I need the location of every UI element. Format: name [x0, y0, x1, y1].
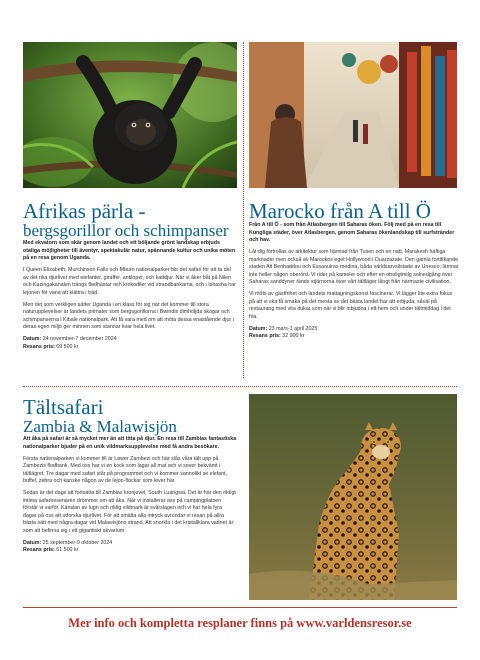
- morocco-date-label: Datum:: [249, 325, 268, 332]
- zambia-date-value: 25 september-9 oktober 2024: [42, 539, 113, 546]
- africa-title-line2: bergsgorillor och schimpanser: [23, 221, 229, 241]
- zambia-paragraph-1: Första nationalparken vi kommer till är Lower Zambezi och här slås våra tält upp på Zambezis flodbank. Med oss har vi en kock som lagar all mat och vi sover bekvämt i tältlägret. Tre dagar med safari står på programmet och vi kommer sannolikt se elefant, buffel, zebra och kanske någon av de lejon-flockar som lever här.: [23, 455, 228, 485]
- africa-body: [23, 240, 237, 351]
- morocco-price-value: 32 900 kr: [282, 333, 305, 340]
- zambia-body: [23, 436, 237, 555]
- zambia-date: [23, 540, 237, 548]
- morocco-date-value: 23 mars-1 april 2025: [268, 325, 318, 332]
- africa-lead: Med ekvatorn som skär genom landet och ett böljande grönt landskap erbjuds otaliga möjligheter till äventyr, spektakulär natur, spännande kultur och unika möten på en resa genom Uganda.: [23, 240, 236, 262]
- morocco-paragraph-1: Låt dig förtrollas av arkitektur som hämtad från Tusen och en natt, Marakesh häftiga marknader men också av Marockos eget Hollywood i Ouarzazate. Den gamla fortifikande staden Ait Benhaddou och Essaouiras medina, båda världsarvslistade av Unesco, lämnar inte heller någon oberörd. Vi rider på kameler och efter en otroligtmilg solnedgång över Saharas sanddyner tänds stjärnorna över vårt tältläger långt från närmaste civilisation.: [249, 249, 459, 286]
- morocco-body: [249, 222, 459, 341]
- zambia-price: [23, 547, 237, 555]
- market-photo: [249, 42, 457, 188]
- morocco-price: [249, 333, 459, 341]
- africa-date-label: Datum:: [23, 336, 42, 343]
- africa-title: [23, 200, 239, 240]
- africa-price-value: 69 500 kr: [56, 343, 79, 350]
- morocco-title: [249, 200, 459, 222]
- leopard-photo: [249, 394, 457, 600]
- zambia-title-line2: Zambia & Malawisjön: [23, 417, 177, 437]
- africa-title-line1: Afrikas pärla -: [23, 199, 146, 223]
- zambia-title-line1: Tältsafari: [23, 395, 104, 419]
- gorilla-photo: [23, 42, 237, 188]
- africa-paragraph-2: Men det som verkligen sätter Uganda i en klass för sig när det kommer till stora naturupplevelser är landets primater som bergsgorillorna i Bwindis dimhöljda skogar och schimpanserna i Kibale nationalpark. Att få vara med om att möta dessa enastående djur i deras egen miljö ger minnen som stannar kvar hela livet.: [23, 301, 234, 331]
- zambia-price-label: Resans pris:: [23, 547, 55, 554]
- africa-date-value: 24 november-7 december 2024: [42, 336, 117, 343]
- morocco-paragraph-2: Vi möts av gästfrihet och landets mattagningskonst fascinerar. Vi lägger lite extra fokus på att vi ska få smaka på det mesta av det bästa landet har att erbjuda, såväl på restaurang med vita dukar som när vi blir inbjudna i ett hem och under tältmiddag i det fria.: [249, 291, 453, 320]
- column-divider-top: [243, 42, 244, 378]
- zambia-price-value: 61 500 kr: [56, 547, 79, 554]
- zambia-title: [23, 396, 239, 436]
- africa-price: [23, 344, 237, 352]
- zambia-date-label: Datum:: [23, 539, 42, 546]
- row-divider: [23, 386, 457, 387]
- morocco-price-label: Resans pris:: [249, 333, 281, 340]
- morocco-title-line1: Marocko från A till Ö: [249, 199, 431, 223]
- africa-price-label: Resans pris:: [23, 343, 55, 350]
- footer-info: Mer info och kompletta resplaner finns på www.varldensresor.se: [68, 616, 412, 630]
- africa-date: [23, 336, 237, 344]
- zambia-lead: Att åka på safari är så mycket mer än att titta på djur. En resa till Zambias fantastiska nationalparker bjuder på en unik vildmarksupplevelse med få andra besökare.: [23, 436, 237, 450]
- footer-rule: [23, 607, 457, 608]
- zambia-paragraph-2: Sedan är det dags att fortsätta till Zambias kronjuvel, South Luangwa. Det är här den riktigt intima safariresenären drömmer om att åka. När vi installerar oss på campingplatsen förstår vi varför. Känslan av lugn och riktig vildmark är svårslagen och vi har hela fyra dagar på oss att utforska djurlivet. För att smälta alla intryck avrundar vi resan på allra bästa sätt med några dagar vid Malawisjöns strand. Att snorkla i det kristallklara vattnet är som att befinna sig i ett gigantiskt akvarium.: [23, 490, 236, 534]
- morocco-date: [249, 326, 459, 334]
- morocco-lead: Från A till Ö - som från Atlasbergen till Saharas öken. Följ med på en resa till Kungliga städer, över Atlasbergen, genom Saharas ökenlandskap till surfstränder och hav.: [249, 222, 455, 244]
- africa-paragraph-1: I Queen Elizabeth, Murchinson Falls och Mburo nationalparker blir det safari för att ta del av det rika djurlivet med elefanter, giraffer, antiloper, och kattdjur. När vi åker båt på Nilen och Kazingakanalen trängs flodhästar och krokodiler vid strandbankarna, och i Ishasha har lejonen för vana att klättra i träd.: [23, 267, 236, 296]
